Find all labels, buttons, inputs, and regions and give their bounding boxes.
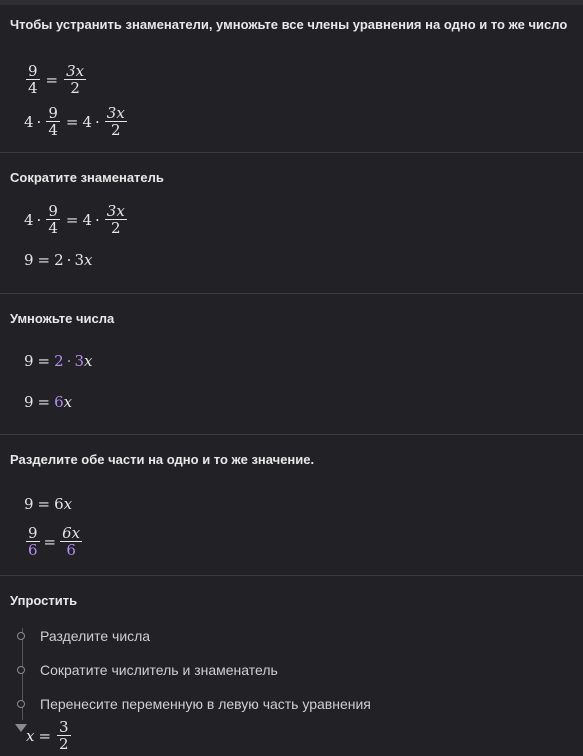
equals-sign: = [37,251,51,269]
multiply-dot: · [95,210,100,229]
equals-sign: = [38,726,52,745]
coefficient: 4 [82,112,92,131]
result-equation [26,719,73,752]
numerator: 3x [106,202,125,220]
step-section-4 [0,435,583,576]
variable: x [63,393,73,411]
coefficient: 4 [82,210,92,229]
equation-line [24,63,88,96]
substep-item[interactable]: Перенесите переменную в левую часть уравнения [40,696,371,712]
equals-sign: = [65,210,79,229]
step-section-2 [0,153,583,294]
substep-item[interactable]: Разделите числа [40,628,151,644]
highlighted-factor: 2 [54,352,64,370]
equation-line [24,393,72,411]
step-section-5 [0,576,583,756]
variable: x [26,726,35,745]
lhs-value: 9 [24,495,34,513]
numerator: 9 [48,202,58,220]
denominator: 2 [70,79,80,97]
fraction [57,719,71,752]
multiply-dot: · [36,112,42,131]
numerator: 3x [66,62,85,80]
highlighted-denominator: 6 [28,541,38,559]
coefficient: 4 [24,210,34,229]
denominator: 2 [111,121,121,139]
denominator: 4 [48,121,58,139]
factor: 2 [54,251,64,269]
multiply-dot: · [36,210,42,229]
equation-line [24,251,92,269]
coefficient: 4 [24,112,34,131]
equals-sign: = [37,352,51,370]
substep-item[interactable]: Сократите числитель и знаменатель [40,662,278,678]
equation-line [24,203,129,236]
equation-line [24,525,84,558]
step-title: Чтобы устранить знаменатели, умножьте все члены уравнения на одно и то же число [10,17,568,32]
factor: 6 [54,495,64,513]
numerator: 9 [48,104,58,122]
numerator: 3x [106,104,125,122]
numerator: 9 [28,62,38,80]
multiply-dot: · [66,251,72,269]
step-title: Умножьте числа [10,311,115,326]
step-section-3 [0,294,583,435]
equals-sign: = [43,532,57,551]
step-section-1 [0,5,583,153]
multiply-dot: · [95,112,100,131]
fraction [26,63,40,96]
denominator: 4 [28,79,38,97]
variable: x [84,251,93,269]
numerator: 6x [62,524,81,542]
equation-line [24,105,129,138]
factor: 3 [74,251,84,269]
numerator: 3 [59,718,69,736]
step-title: Разделите обе части на одно и то же значение. [10,452,315,467]
denominator: 2 [59,735,69,753]
lhs-value: 9 [24,393,34,411]
numerator: 9 [28,524,38,542]
fraction [60,525,82,558]
fraction [64,63,86,96]
variable: x [63,495,73,513]
fraction [105,105,127,138]
equals-sign: = [37,393,51,411]
equation-line [24,352,92,370]
variable: x [84,352,93,370]
fraction [46,105,60,138]
fraction [26,525,40,558]
equation-line [24,495,72,513]
highlighted-denominator: 6 [66,541,76,559]
fraction [46,203,60,236]
denominator: 4 [48,219,58,237]
step-title: Упростить [10,593,78,608]
fraction [105,203,127,236]
step-bullet-icon [17,632,25,640]
equals-sign: = [65,112,79,131]
denominator: 2 [111,219,121,237]
multiply-dot: · [66,352,72,370]
equals-sign: = [45,70,59,89]
lhs-value: 9 [24,352,34,370]
equals-sign: = [37,495,51,513]
lhs-value: 9 [24,251,34,269]
step-bullet-icon [17,666,25,674]
step-bullet-icon [17,700,25,708]
highlighted-factor: 3 [74,352,84,370]
highlighted-factor: 6 [54,393,64,411]
step-title: Сократите знаменатель [10,170,164,185]
